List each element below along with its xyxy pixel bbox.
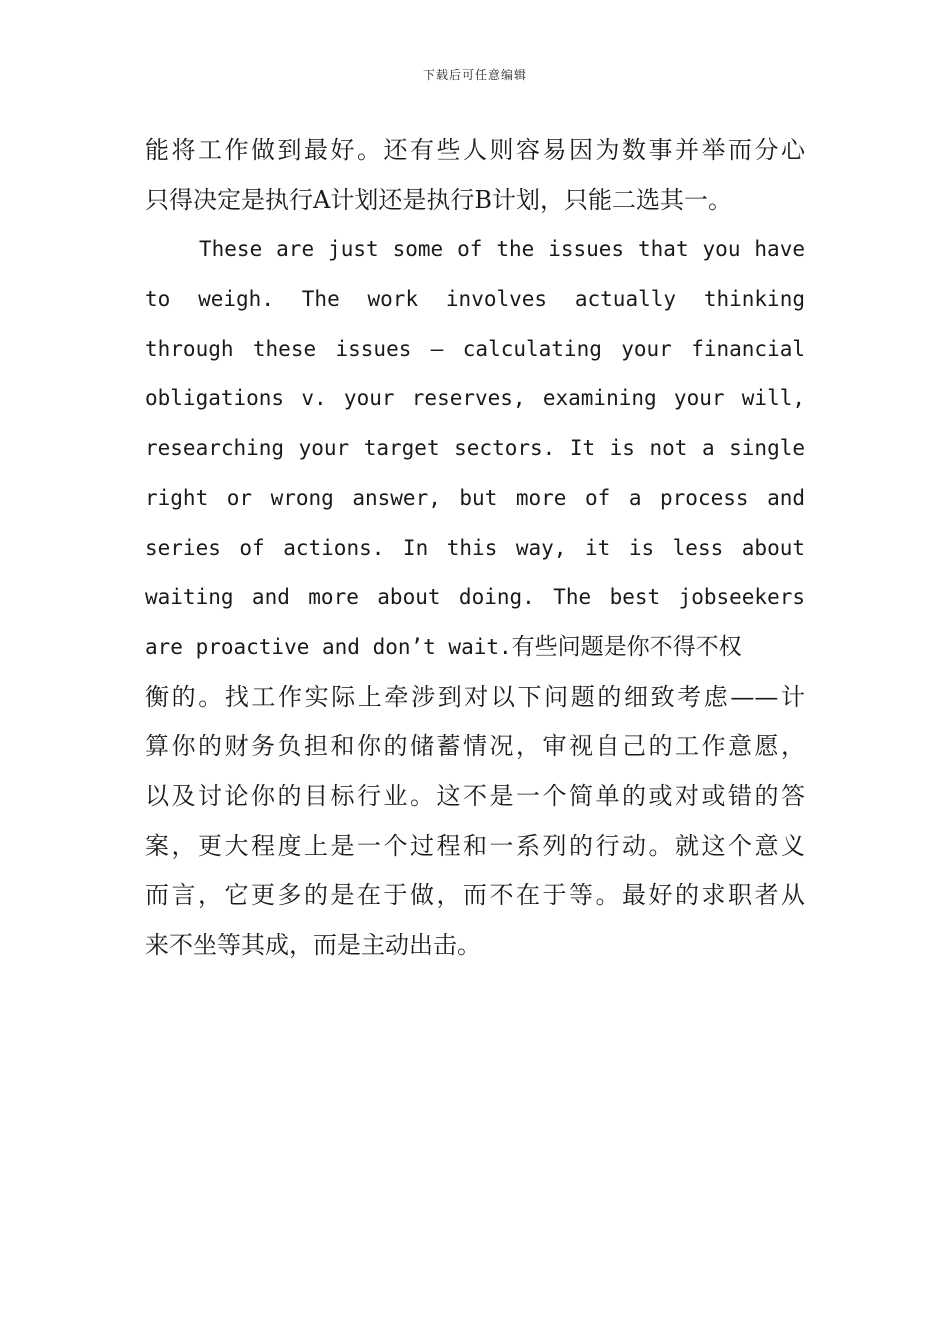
paragraph-2-zh-line-1: 衡的。找工作实际上牵涉到对以下问题的细致考虑——计: [145, 682, 805, 711]
page-header: 下载后可任意编辑: [422, 68, 527, 82]
paragraph-2-line-2: to weigh. The work involves actually thinking: [145, 287, 805, 312]
paragraph-2-line-6: right or wrong answer, but more of a process and: [145, 485, 805, 510]
paragraph-2-zh-line-4: 案，更大程度上是一个过程和一系列的行动。就这个意义: [145, 831, 805, 860]
document-body: [145, 126, 805, 971]
paragraph-2-line-4: obligations v. your reserves, examining your will,: [145, 386, 805, 411]
paragraph-2-zh-line-6: 来不坐等其成，而是主动出击。: [145, 931, 481, 959]
paragraph-2-line-1: These are just some of the issues that you have: [199, 237, 805, 262]
mixed-line-chinese: 有些问题是你不得不权: [511, 633, 742, 660]
paragraph-1-line-1: 能将工作做到最好。还有些人则容易因为数事并举而分心: [145, 136, 805, 164]
paragraph-2-zh-line-5: 而言，它更多的是在于做，而不在于等。最好的求职者从: [145, 881, 805, 910]
paragraph-2-zh-line-2: 算你的财务负担和你的储蓄情况，审视自己的工作意愿，: [145, 732, 805, 761]
paragraph-2-zh-line-3: 以及讨论你的目标行业。这不是一个简单的或对或错的答: [145, 781, 805, 810]
mixed-line-english: are proactive and don’t wait.: [145, 634, 512, 659]
paragraph-2-line-5: researching your target sectors. It is not a single: [145, 436, 805, 461]
paragraph-2-mixed-line: [145, 623, 805, 673]
paragraph-2-line-8: waiting and more about doing. The best jobseekers: [145, 585, 805, 610]
paragraph-2-line-3: through these issues – calculating your financial: [145, 336, 805, 361]
paragraph-2-line-7: series of actions. In this way, it is less about: [145, 535, 805, 560]
paragraph-1-line-2: 只得决定是执行A计划还是执行B计划，只能二选其一。: [145, 185, 732, 214]
